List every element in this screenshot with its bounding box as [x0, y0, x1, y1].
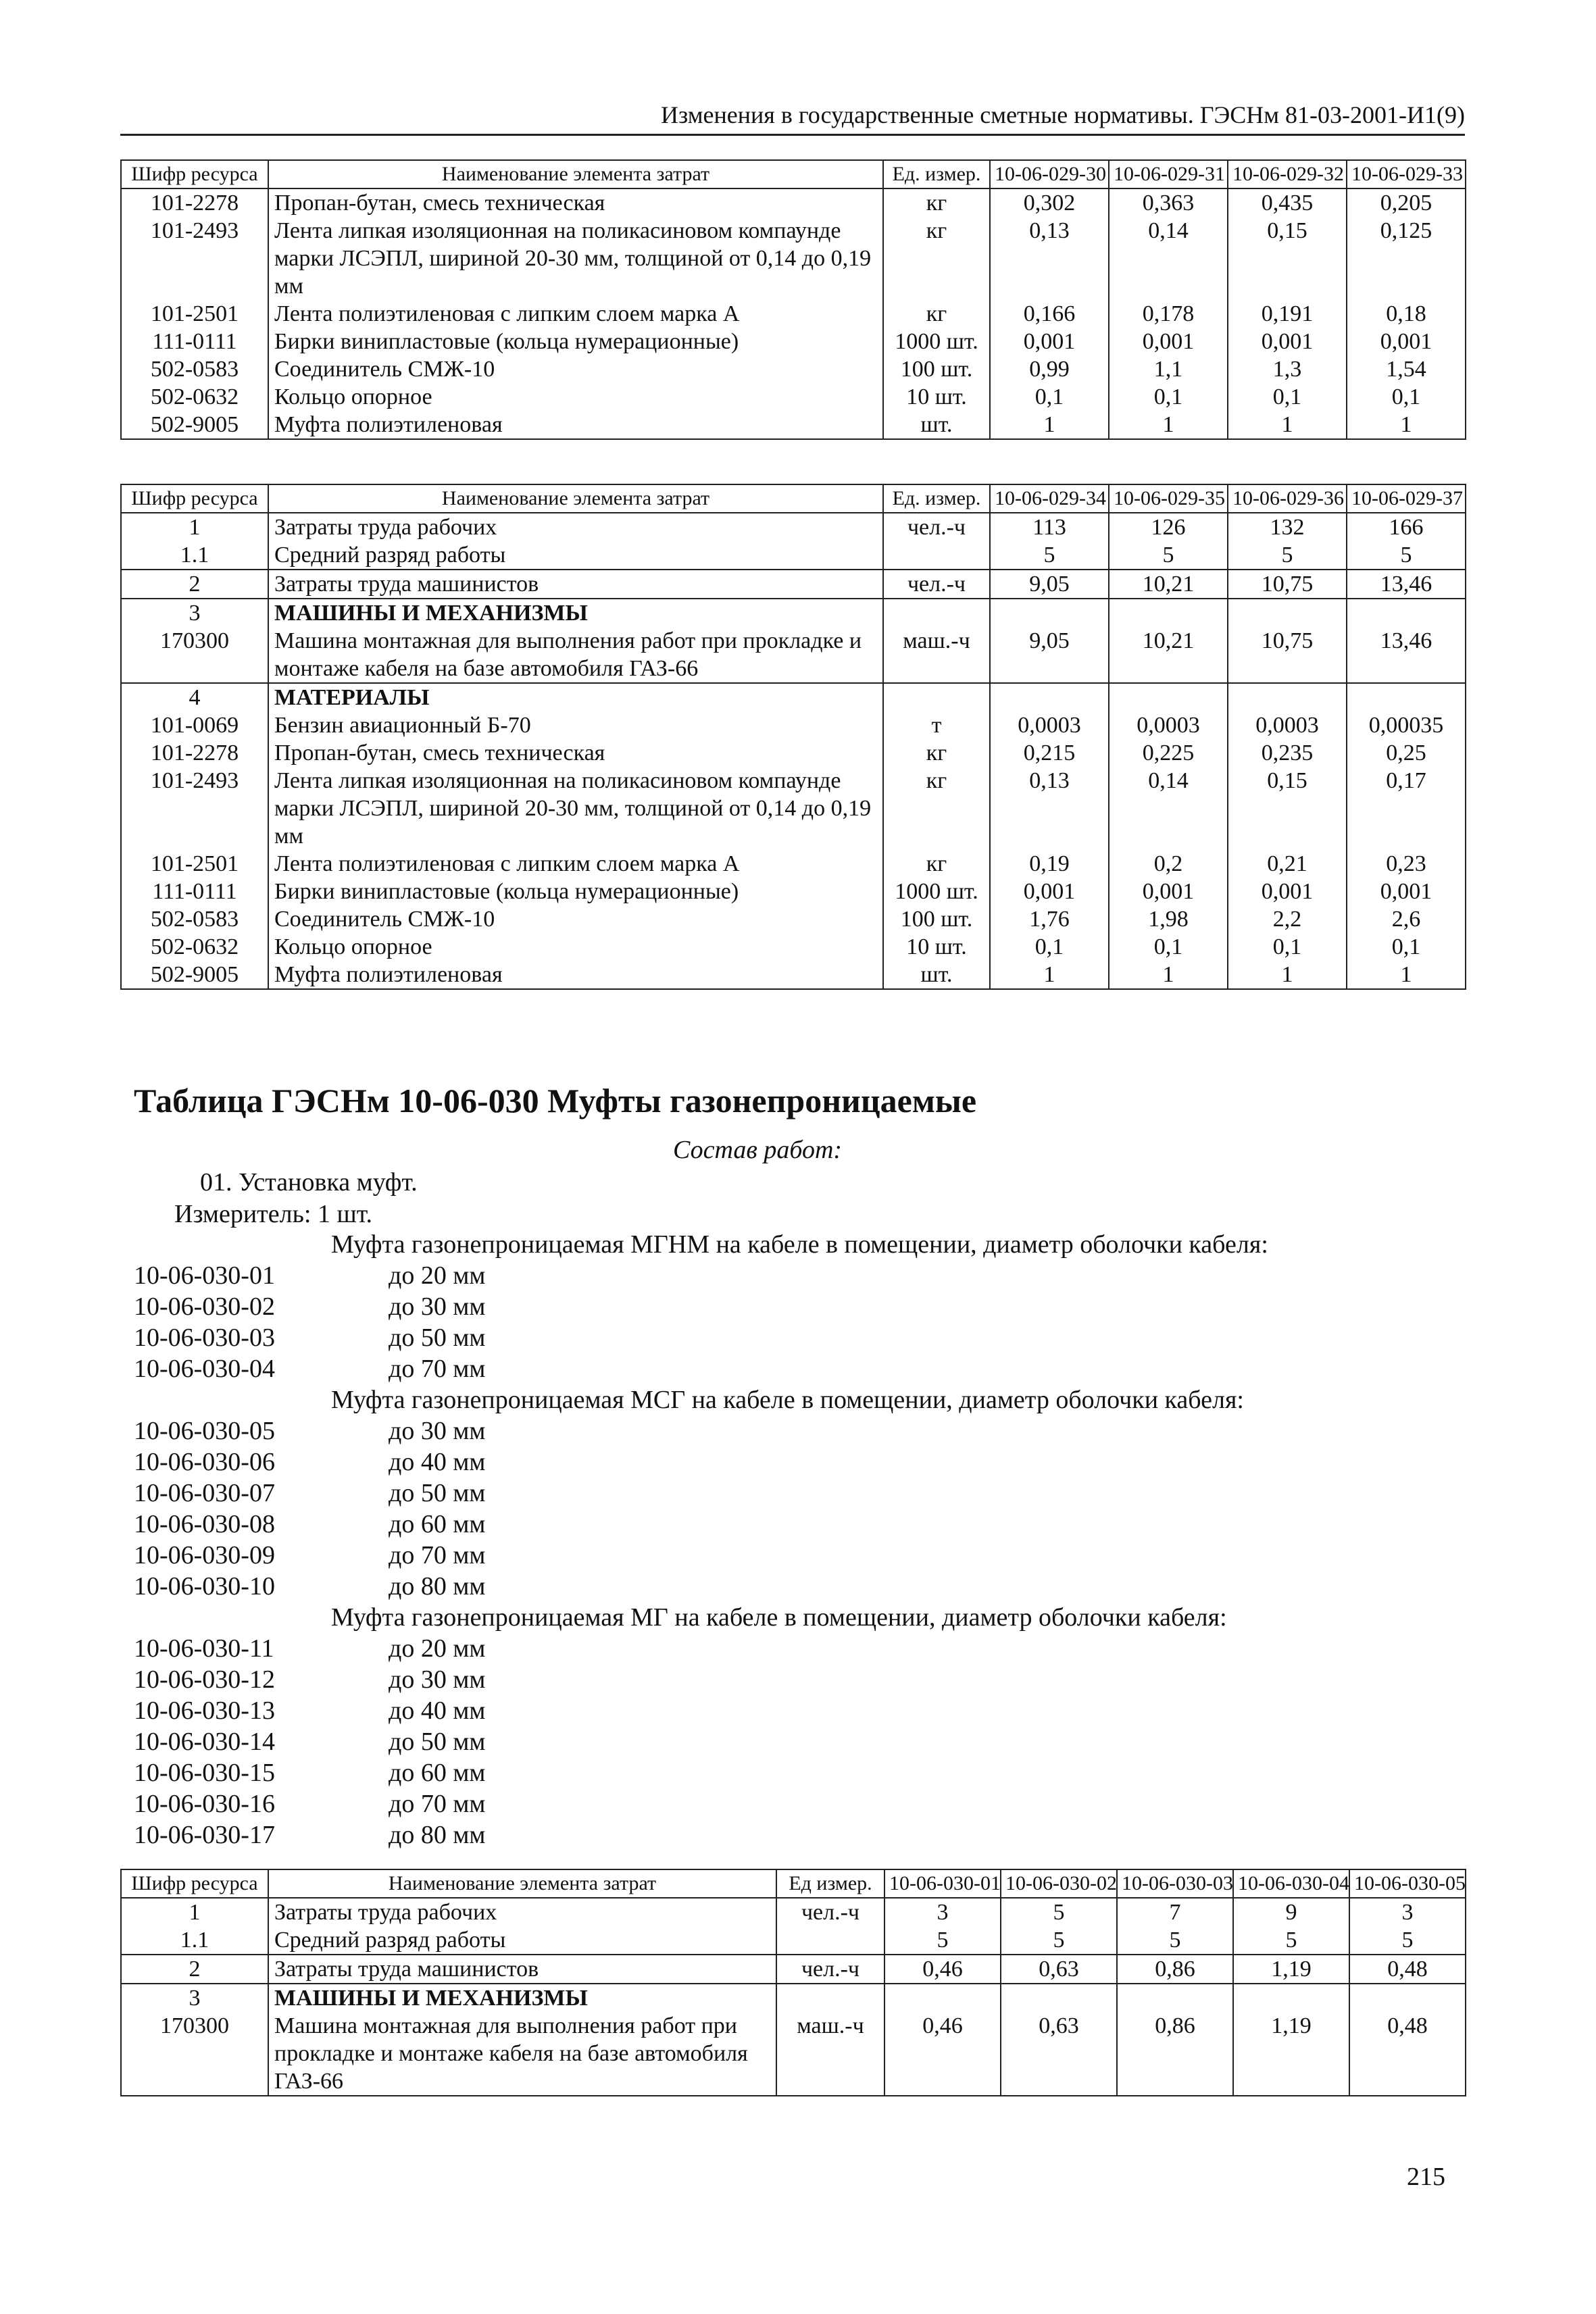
value-cell: 0,0003 [1228, 711, 1347, 739]
col-header: Ед. измер. [883, 484, 990, 513]
table-row [121, 411, 1466, 439]
norm-code: 10-06-030-14 [134, 1728, 275, 1756]
code-cell: 101-0069 [121, 711, 268, 739]
name-cell: Лента полиэтиленовая с липким слоем марка А [268, 300, 883, 328]
norm-value: до 50 мм [389, 1479, 486, 1507]
value-cell: 5 [1109, 541, 1228, 570]
norm-value: до 60 мм [389, 1510, 486, 1538]
code-cell: 101-2278 [121, 188, 268, 217]
value-cell: 1,19 [1233, 1955, 1349, 1984]
col-header: Шифр ресурса [121, 484, 268, 513]
norm-code: 10-06-030-17 [134, 1821, 275, 1849]
norm-value: до 30 мм [389, 1417, 486, 1445]
table-row [121, 961, 1466, 989]
code-cell: 170300 [121, 627, 268, 683]
value-cell: 5 [1001, 1898, 1117, 1926]
section-title: МАТЕРИАЛЫ [268, 683, 883, 711]
value-cell: 0,001 [1109, 878, 1228, 905]
name-cell: Соединитель СМЖ-10 [268, 905, 883, 933]
resource-table-030-01-05 [120, 1869, 1466, 2096]
table-row [121, 541, 1466, 570]
value-cell: 0,191 [1228, 300, 1347, 328]
table-row [121, 627, 1466, 683]
col-header: 10-06-029-37 [1347, 484, 1466, 513]
norm-value: до 70 мм [389, 1541, 486, 1569]
value-cell: 9,05 [990, 627, 1109, 683]
norm-value: до 20 мм [389, 1261, 486, 1290]
unit-cell: маш.-ч [776, 2012, 884, 2096]
norm-code: 10-06-030-07 [134, 1479, 275, 1507]
work-composition-label: Состав работ: [673, 1136, 843, 1164]
value-cell: 0,001 [1228, 878, 1347, 905]
norm-value: до 30 мм [389, 1292, 486, 1321]
name-cell: Бензин авиационный Б-70 [268, 711, 883, 739]
table-row [121, 1955, 1466, 1984]
value-cell: 0,215 [990, 739, 1109, 767]
unit-cell: 100 шт. [883, 355, 990, 383]
unit-cell: чел.-ч [776, 1898, 884, 1926]
value-cell: 5 [1233, 1926, 1349, 1955]
value-cell: 0,25 [1347, 739, 1466, 767]
col-header: 10-06-029-32 [1228, 160, 1347, 188]
value-cell: 0,46 [884, 2012, 1001, 2096]
value-cell: 9,05 [990, 570, 1109, 599]
name-cell: Средний разряд работы [268, 1926, 776, 1955]
unit-cell: 10 шт. [883, 383, 990, 411]
value-cell: 7 [1117, 1898, 1233, 1926]
value-cell: 1 [1109, 411, 1228, 439]
norm-value: до 70 мм [389, 1790, 486, 1818]
value-cell: 10,21 [1109, 570, 1228, 599]
section-title: МАШИНЫ И МЕХАНИЗМЫ [268, 599, 883, 627]
value-cell: 10,21 [1109, 627, 1228, 683]
unit-cell: т [883, 711, 990, 739]
table-header-row [121, 1869, 1466, 1898]
value-cell: 5 [884, 1926, 1001, 1955]
value-cell: 0,86 [1117, 2012, 1233, 2096]
value-cell: 0,14 [1109, 767, 1228, 850]
value-cell: 1 [1109, 961, 1228, 989]
code-cell: 101-2278 [121, 739, 268, 767]
value-cell: 0,435 [1228, 188, 1347, 217]
name-cell: Затраты труда машинистов [268, 1955, 776, 1984]
name-cell: Пропан-бутан, смесь техническая [268, 188, 883, 217]
value-cell: 0,178 [1109, 300, 1228, 328]
value-cell: 1 [1228, 411, 1347, 439]
value-cell: 0,48 [1349, 2012, 1466, 2096]
code-cell: 502-0583 [121, 905, 268, 933]
value-cell: 0,18 [1347, 300, 1466, 328]
value-cell: 0,1 [990, 933, 1109, 961]
value-cell: 0,001 [1228, 328, 1347, 355]
name-cell: Лента липкая изоляционная на поликасиновом компаунде марки ЛСЭПЛ, шириной 20-30 мм, толщиной от 0,14 до 0,19 мм [268, 217, 883, 300]
col-header: Наименование элемента затрат [268, 160, 883, 188]
value-cell: 0,99 [990, 355, 1109, 383]
norm-value: до 60 мм [389, 1759, 486, 1787]
value-cell: 0,23 [1347, 850, 1466, 878]
table-row [121, 1926, 1466, 1955]
unit-cell: 10 шт. [883, 933, 990, 961]
norm-value: до 80 мм [389, 1572, 486, 1601]
name-cell: Муфта полиэтиленовая [268, 411, 883, 439]
unit-cell: кг [883, 850, 990, 878]
section-title: МАШИНЫ И МЕХАНИЗМЫ [268, 1984, 776, 2012]
name-cell: Бирки винипластовые (кольца нумерационные) [268, 328, 883, 355]
section-row [121, 683, 1466, 711]
norm-code: 10-06-030-02 [134, 1292, 275, 1321]
norm-code: 10-06-030-13 [134, 1696, 275, 1725]
value-cell: 0,225 [1109, 739, 1228, 767]
col-header: 10-06-029-30 [990, 160, 1109, 188]
section-title: Таблица ГЭСНм 10-06-030 Муфты газонепроницаемые [134, 1082, 977, 1120]
unit-cell: шт. [883, 961, 990, 989]
unit-cell: чел.-ч [883, 570, 990, 599]
name-cell: Соединитель СМЖ-10 [268, 355, 883, 383]
value-cell: 0,001 [1347, 328, 1466, 355]
value-cell: 0,125 [1347, 217, 1466, 300]
col-header: Шифр ресурса [121, 160, 268, 188]
norm-value: до 40 мм [389, 1448, 486, 1476]
table-row [121, 739, 1466, 767]
norm-code: 10-06-030-10 [134, 1572, 275, 1601]
norm-value: до 50 мм [389, 1728, 486, 1756]
unit-cell [776, 1926, 884, 1955]
section-row [121, 1984, 1466, 2012]
table-row [121, 570, 1466, 599]
value-cell: 0,2 [1109, 850, 1228, 878]
col-header: 10-06-030-05 [1349, 1869, 1466, 1898]
value-cell: 0,001 [1109, 328, 1228, 355]
unit-cell [883, 541, 990, 570]
code-cell: 4 [121, 683, 268, 711]
value-cell: 13,46 [1347, 570, 1466, 599]
value-cell: 1,54 [1347, 355, 1466, 383]
measure-text: Измеритель: 1 шт. [174, 1200, 372, 1228]
value-cell: 0,00035 [1347, 711, 1466, 739]
name-cell: Затраты труда рабочих [268, 1898, 776, 1926]
value-cell: 0,1 [1347, 383, 1466, 411]
value-cell: 113 [990, 513, 1109, 541]
table-row [121, 933, 1466, 961]
value-cell: 5 [1347, 541, 1466, 570]
norm-code: 10-06-030-11 [134, 1634, 274, 1663]
col-header: 10-06-029-36 [1228, 484, 1347, 513]
value-cell: 1 [990, 411, 1109, 439]
value-cell: 1,98 [1109, 905, 1228, 933]
norm-code: 10-06-030-04 [134, 1355, 275, 1383]
page-number: 215 [1407, 2163, 1445, 2191]
col-header: Ед измер. [776, 1869, 884, 1898]
norm-code: 10-06-030-09 [134, 1541, 275, 1569]
norm-value: до 20 мм [389, 1634, 486, 1663]
table-row [121, 767, 1466, 850]
value-cell: 0,21 [1228, 850, 1347, 878]
norm-code: 10-06-030-06 [134, 1448, 275, 1476]
value-cell: 9 [1233, 1898, 1349, 1926]
section-row [121, 599, 1466, 627]
value-cell: 0,0003 [990, 711, 1109, 739]
value-cell: 1 [1347, 411, 1466, 439]
resource-table-029-30-33 [120, 159, 1466, 440]
col-header: 10-06-029-31 [1109, 160, 1228, 188]
col-header: Наименование элемента затрат [268, 1869, 776, 1898]
value-cell: 2,2 [1228, 905, 1347, 933]
value-cell: 0,46 [884, 1955, 1001, 1984]
value-cell: 13,46 [1347, 627, 1466, 683]
unit-cell: кг [883, 300, 990, 328]
table-row [121, 1898, 1466, 1926]
table-row [121, 383, 1466, 411]
unit-cell: 1000 шт. [883, 878, 990, 905]
table-row [121, 188, 1466, 217]
unit-cell: маш.-ч [883, 627, 990, 683]
code-cell: 101-2493 [121, 217, 268, 300]
value-cell: 132 [1228, 513, 1347, 541]
name-cell: Муфта полиэтиленовая [268, 961, 883, 989]
unit-cell: чел.-ч [883, 513, 990, 541]
value-cell: 0,166 [990, 300, 1109, 328]
value-cell: 0,13 [990, 767, 1109, 850]
code-cell: 1.1 [121, 1926, 268, 1955]
value-cell: 2,6 [1347, 905, 1466, 933]
value-cell: 0,205 [1347, 188, 1466, 217]
norm-code: 10-06-030-12 [134, 1665, 275, 1694]
table-row [121, 2012, 1466, 2096]
operation-text: 01. Установка муфт. [200, 1168, 418, 1197]
value-cell: 0,63 [1001, 1955, 1117, 1984]
value-cell: 0,363 [1109, 188, 1228, 217]
table-row [121, 513, 1466, 541]
value-cell: 1,3 [1228, 355, 1347, 383]
group-title: Муфта газонепроницаемая МГ на кабеле в помещении, диаметр оболочки кабеля: [331, 1603, 1227, 1632]
group-title: Муфта газонепроницаемая МГНМ на кабеле в помещении, диаметр оболочки кабеля: [331, 1230, 1268, 1259]
value-cell: 3 [1349, 1898, 1466, 1926]
unit-cell: шт. [883, 411, 990, 439]
value-cell: 0,13 [990, 217, 1109, 300]
value-cell: 0,17 [1347, 767, 1466, 850]
norm-code: 10-06-030-16 [134, 1790, 275, 1818]
table-row [121, 850, 1466, 878]
value-cell: 0,86 [1117, 1955, 1233, 1984]
value-cell: 10,75 [1228, 627, 1347, 683]
table-row [121, 878, 1466, 905]
norm-value: до 80 мм [389, 1821, 486, 1849]
code-cell: 111-0111 [121, 878, 268, 905]
value-cell: 1,19 [1233, 2012, 1349, 2096]
value-cell: 5 [1349, 1926, 1466, 1955]
value-cell: 0,001 [990, 878, 1109, 905]
unit-cell: 1000 шт. [883, 328, 990, 355]
table-row [121, 905, 1466, 933]
norm-code: 10-06-030-03 [134, 1324, 275, 1352]
table-row [121, 300, 1466, 328]
name-cell: Пропан-бутан, смесь техническая [268, 739, 883, 767]
value-cell: 0,63 [1001, 2012, 1117, 2096]
col-header: 10-06-029-33 [1347, 160, 1466, 188]
value-cell: 0,14 [1109, 217, 1228, 300]
value-cell: 1 [1228, 961, 1347, 989]
value-cell: 0,1 [1347, 933, 1466, 961]
norm-code: 10-06-030-05 [134, 1417, 275, 1445]
code-cell: 3 [121, 599, 268, 627]
code-cell: 1 [121, 513, 268, 541]
value-cell: 0,1 [990, 383, 1109, 411]
value-cell: 0,302 [990, 188, 1109, 217]
table-header-row [121, 484, 1466, 513]
code-cell: 111-0111 [121, 328, 268, 355]
code-cell: 1 [121, 1898, 268, 1926]
code-cell: 170300 [121, 2012, 268, 2096]
value-cell: 0,001 [990, 328, 1109, 355]
col-header: Шифр ресурса [121, 1869, 268, 1898]
value-cell: 0,19 [990, 850, 1109, 878]
norm-value: до 40 мм [389, 1696, 486, 1725]
unit-cell: кг [883, 217, 990, 300]
norm-code: 10-06-030-08 [134, 1510, 275, 1538]
value-cell: 0,1 [1228, 383, 1347, 411]
value-cell: 0,48 [1349, 1955, 1466, 1984]
unit-cell: кг [883, 739, 990, 767]
col-header: 10-06-029-34 [990, 484, 1109, 513]
code-cell: 2 [121, 1955, 268, 1984]
name-cell: Машина монтажная для выполнения работ при прокладке и монтаже кабеля на базе автомобиля ГАЗ-66 [268, 627, 883, 683]
code-cell: 502-9005 [121, 961, 268, 989]
value-cell: 5 [990, 541, 1109, 570]
value-cell: 5 [1117, 1926, 1233, 1955]
name-cell: Лента полиэтиленовая с липким слоем марка А [268, 850, 883, 878]
col-header: 10-06-030-02 [1001, 1869, 1117, 1898]
norm-code: 10-06-030-01 [134, 1261, 275, 1290]
name-cell: Затраты труда рабочих [268, 513, 883, 541]
norm-value: до 70 мм [389, 1355, 486, 1383]
value-cell: 1,76 [990, 905, 1109, 933]
value-cell: 0,1 [1109, 383, 1228, 411]
col-header: 10-06-030-04 [1233, 1869, 1349, 1898]
value-cell: 126 [1109, 513, 1228, 541]
name-cell: Средний разряд работы [268, 541, 883, 570]
value-cell: 0,1 [1228, 933, 1347, 961]
table-row [121, 217, 1466, 300]
table-row [121, 711, 1466, 739]
value-cell: 10,75 [1228, 570, 1347, 599]
code-cell: 502-0583 [121, 355, 268, 383]
unit-cell: чел.-ч [776, 1955, 884, 1984]
resource-table-029-34-37 [120, 484, 1466, 990]
value-cell: 1 [990, 961, 1109, 989]
code-cell: 2 [121, 570, 268, 599]
value-cell: 0,0003 [1109, 711, 1228, 739]
code-cell: 3 [121, 1984, 268, 2012]
code-cell: 101-2501 [121, 850, 268, 878]
group-title: Муфта газонепроницаемая МСГ на кабеле в помещении, диаметр оболочки кабеля: [331, 1386, 1244, 1414]
code-cell: 1.1 [121, 541, 268, 570]
col-header: 10-06-030-03 [1117, 1869, 1233, 1898]
code-cell: 101-2501 [121, 300, 268, 328]
col-header: 10-06-030-01 [884, 1869, 1001, 1898]
name-cell: Лента липкая изоляционная на поликасиновом компаунде марки ЛСЭПЛ, шириной 20-30 мм, толщиной от 0,14 до 0,19 мм [268, 767, 883, 850]
table-row [121, 355, 1466, 383]
norm-value: до 30 мм [389, 1665, 486, 1694]
table-header-row [121, 160, 1466, 188]
value-cell: 166 [1347, 513, 1466, 541]
code-cell: 101-2493 [121, 767, 268, 850]
code-cell: 502-0632 [121, 383, 268, 411]
value-cell: 3 [884, 1898, 1001, 1926]
name-cell: Кольцо опорное [268, 933, 883, 961]
norm-code: 10-06-030-15 [134, 1759, 275, 1787]
value-cell: 0,15 [1228, 767, 1347, 850]
value-cell: 0,001 [1347, 878, 1466, 905]
norm-value: до 50 мм [389, 1324, 486, 1352]
name-cell: Бирки винипластовые (кольца нумерационные) [268, 878, 883, 905]
value-cell: 0,15 [1228, 217, 1347, 300]
code-cell: 502-0632 [121, 933, 268, 961]
value-cell: 0,1 [1109, 933, 1228, 961]
col-header: 10-06-029-35 [1109, 484, 1228, 513]
unit-cell: кг [883, 188, 990, 217]
table-row [121, 328, 1466, 355]
value-cell: 5 [1228, 541, 1347, 570]
value-cell: 5 [1001, 1926, 1117, 1955]
value-cell: 1 [1347, 961, 1466, 989]
value-cell: 0,235 [1228, 739, 1347, 767]
name-cell: Машина монтажная для выполнения работ при прокладке и монтаже кабеля на базе автомобиля ГАЗ-66 [268, 2012, 776, 2096]
unit-cell: кг [883, 767, 990, 850]
col-header: Ед. измер. [883, 160, 990, 188]
name-cell: Кольцо опорное [268, 383, 883, 411]
value-cell: 1,1 [1109, 355, 1228, 383]
name-cell: Затраты труда машинистов [268, 570, 883, 599]
code-cell: 502-9005 [121, 411, 268, 439]
unit-cell: 100 шт. [883, 905, 990, 933]
col-header: Наименование элемента затрат [268, 484, 883, 513]
running-header: Изменения в государственные сметные нормативы. ГЭСНм 81-03-2001-И1(9) [120, 101, 1465, 136]
